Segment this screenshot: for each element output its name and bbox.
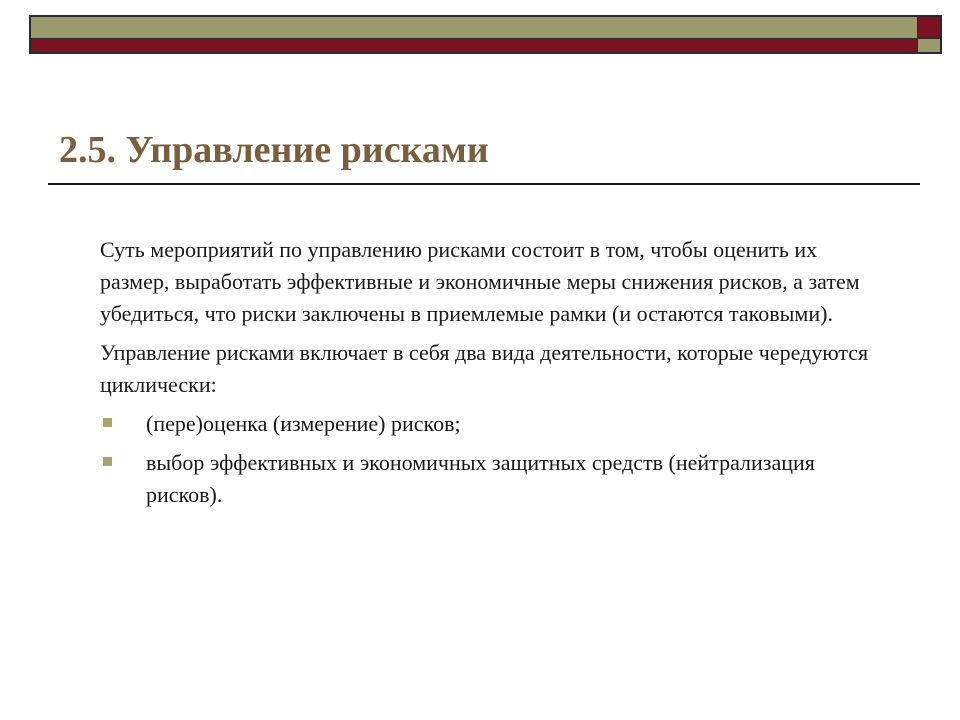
list-item-text: выбор эффективных и экономичных защитных средств (нейтрализация рисков). [146,450,815,507]
list-item [100,408,880,440]
title-divider [48,183,920,185]
square-bullet-icon [103,457,112,466]
top-decor-bar-olive [29,15,917,39]
paragraph-activities: Управление рисками включает в себя два вида деятельности, которые чередуются циклически: [100,340,869,397]
paragraph-essence: Суть мероприятий по управлению рисками состоит в том, чтобы оценить их размер, выработать эффективные и экономичные меры снижения рисков, а затем убедиться, что риски заключены в приемлемые рамки (и остаются таковыми). [100,237,860,326]
bullet-list [100,408,880,511]
slide-body [100,234,880,518]
square-bullet-icon [103,418,112,427]
slide-title: 2.5. Управление рисками [59,129,489,171]
top-decor-square-maroon [917,15,942,39]
top-decor-bar-maroon [29,39,917,54]
top-decor-square-olive [917,39,942,54]
list-item-text: (пере)оценка (измерение) рисков; [146,411,461,436]
list-item [100,447,880,511]
